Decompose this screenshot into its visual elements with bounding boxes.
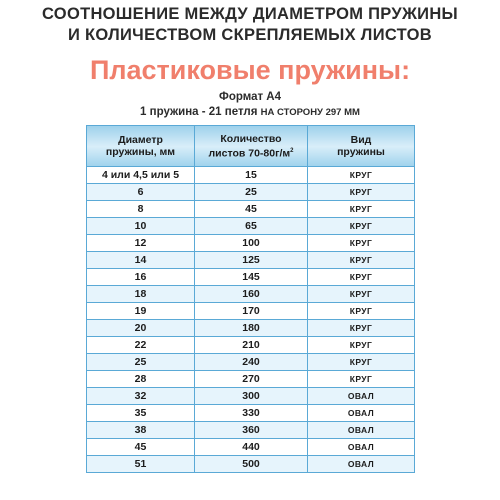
cell-sheet-count: 440: [195, 439, 308, 456]
cell-diameter: 19: [87, 303, 195, 320]
cell-sheet-count: 500: [195, 456, 308, 473]
header-sheet-count-line1: Количество: [220, 132, 282, 145]
table-row: [87, 354, 415, 371]
cell-sheet-count: 125: [195, 252, 308, 269]
table-row: [87, 303, 415, 320]
cell-diameter: 8: [87, 201, 195, 218]
cell-sheet-count: 360: [195, 422, 308, 439]
table-row: [87, 456, 415, 473]
cell-spring-type: КРУГ: [308, 184, 415, 201]
cell-spring-type: ОВАЛ: [308, 439, 415, 456]
cell-spring-type: ОВАЛ: [308, 388, 415, 405]
table-row: [87, 320, 415, 337]
cell-spring-type: КРУГ: [308, 371, 415, 388]
cell-spring-type: ОВАЛ: [308, 456, 415, 473]
header-sheet-count: [195, 126, 308, 167]
cell-spring-type: КРУГ: [308, 269, 415, 286]
cell-sheet-count: 45: [195, 201, 308, 218]
subtitle-plastic-springs: Пластиковые пружины:: [89, 55, 411, 85]
table-row: [87, 269, 415, 286]
table-row: [87, 388, 415, 405]
spring-spec-line: [0, 106, 500, 118]
cell-diameter: 4 или 4,5 или 5: [87, 167, 195, 184]
cell-spring-type: ОВАЛ: [308, 405, 415, 422]
cell-diameter: 22: [87, 337, 195, 354]
table-row: [87, 201, 415, 218]
cell-sheet-count: 240: [195, 354, 308, 371]
header-spring-type-line2: пружины: [337, 146, 385, 158]
cell-spring-type: ОВАЛ: [308, 422, 415, 439]
cell-diameter: 14: [87, 252, 195, 269]
table-row: [87, 218, 415, 235]
cell-spring-type: КРУГ: [308, 218, 415, 235]
header-spring-type-line1: Вид: [350, 134, 372, 146]
cell-diameter: 10: [87, 218, 195, 235]
cell-spring-type: КРУГ: [308, 252, 415, 269]
cell-spring-type: КРУГ: [308, 167, 415, 184]
cell-sheet-count: 300: [195, 388, 308, 405]
table-row: [87, 167, 415, 184]
cell-sheet-count: 15: [195, 167, 308, 184]
cell-sheet-count: 210: [195, 337, 308, 354]
cell-diameter: 51: [87, 456, 195, 473]
spring-spec-tail: НА СТОРОНУ 297 ММ: [260, 107, 360, 118]
heading-line-1: СООТНОШЕНИЕ МЕЖДУ ДИАМЕТРОМ ПРУЖИНЫ: [42, 5, 458, 23]
cell-diameter: 28: [87, 371, 195, 388]
table-row: [87, 252, 415, 269]
format-label: Формат А4: [219, 91, 281, 103]
heading-line-2: И КОЛИЧЕСТВОМ СКРЕПЛЯЕМЫХ ЛИСТОВ: [68, 26, 432, 44]
table-row: [87, 286, 415, 303]
table-row: [87, 405, 415, 422]
cell-diameter: 18: [87, 286, 195, 303]
table-row: [87, 184, 415, 201]
cell-diameter: 45: [87, 439, 195, 456]
table-row: [87, 235, 415, 252]
table-row: [87, 422, 415, 439]
cell-diameter: 16: [87, 269, 195, 286]
spring-table: [86, 125, 415, 473]
cell-diameter: 35: [87, 405, 195, 422]
cell-sheet-count: 330: [195, 405, 308, 422]
cell-sheet-count: 160: [195, 286, 308, 303]
cell-sheet-count: 170: [195, 303, 308, 320]
cell-spring-type: КРУГ: [308, 303, 415, 320]
cell-sheet-count: 100: [195, 235, 308, 252]
table-row: [87, 371, 415, 388]
table-header-row: [87, 126, 415, 167]
cell-sheet-count: 270: [195, 371, 308, 388]
cell-diameter: 12: [87, 235, 195, 252]
header-sheet-count-sup: 2: [290, 147, 294, 154]
spring-spec-main: 1 пружина - 21 петля: [140, 106, 258, 118]
cell-diameter: 32: [87, 388, 195, 405]
cell-sheet-count: 65: [195, 218, 308, 235]
cell-sheet-count: 25: [195, 184, 308, 201]
header-diameter-line2: пружины, мм: [105, 146, 176, 158]
cell-spring-type: КРУГ: [308, 235, 415, 252]
header-spring-type: [308, 126, 415, 167]
cell-spring-type: КРУГ: [308, 286, 415, 303]
header-diameter: [87, 126, 195, 167]
cell-spring-type: КРУГ: [308, 354, 415, 371]
cell-spring-type: КРУГ: [308, 337, 415, 354]
cell-spring-type: КРУГ: [308, 320, 415, 337]
header-sheet-count-line2: листов 70-80г/м: [208, 147, 291, 160]
cell-diameter: 38: [87, 422, 195, 439]
cell-sheet-count: 145: [195, 269, 308, 286]
cell-sheet-count: 180: [195, 320, 308, 337]
cell-diameter: 6: [87, 184, 195, 201]
cell-spring-type: КРУГ: [308, 201, 415, 218]
cell-diameter: 25: [87, 354, 195, 371]
table-row: [87, 337, 415, 354]
header-diameter-line1: Диаметр: [118, 134, 163, 146]
cell-diameter: 20: [87, 320, 195, 337]
table-row: [87, 439, 415, 456]
